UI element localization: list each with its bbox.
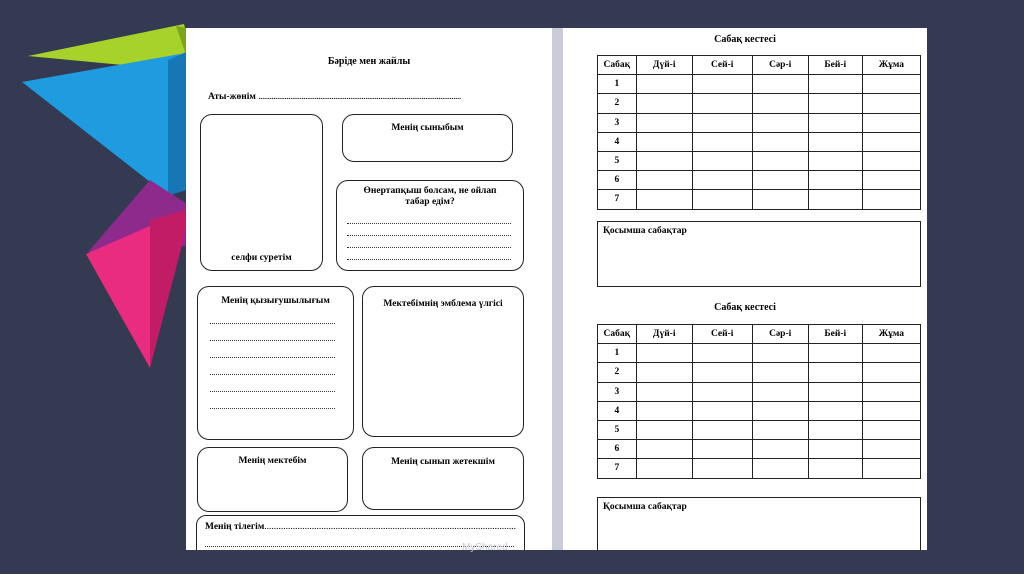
- interests-line-3: [210, 357, 335, 358]
- schedule-header-cell: Бей-і: [808, 325, 862, 344]
- schedule-cell[interactable]: [862, 459, 920, 478]
- schedule-1-table: [597, 55, 921, 210]
- schedule-cell[interactable]: [862, 113, 920, 132]
- schedule-cell[interactable]: [636, 94, 692, 113]
- page-gap: [552, 28, 563, 550]
- schedule-row: [598, 344, 921, 363]
- schedule-cell[interactable]: [636, 75, 692, 94]
- schedule-cell[interactable]: [752, 420, 808, 439]
- schedule-cell[interactable]: [636, 344, 692, 363]
- schedule-row-number: 7: [598, 459, 637, 478]
- schedule-header-cell: Сабақ: [598, 325, 637, 344]
- schedule-header-cell: Сәр-і: [752, 325, 808, 344]
- schedule-row-number: 4: [598, 401, 637, 420]
- my-school-label: Менің мектебім: [238, 456, 307, 466]
- schedule-cell[interactable]: [636, 420, 692, 439]
- schedule-cell[interactable]: [808, 420, 862, 439]
- schedule-row: [598, 440, 921, 459]
- schedule-row: [598, 190, 921, 209]
- schedule-cell[interactable]: [636, 190, 692, 209]
- schedule-header-cell: Жұма: [862, 56, 920, 75]
- schedule-row: [598, 363, 921, 382]
- class-teacher-box: [362, 447, 524, 510]
- schedule-cell[interactable]: [752, 75, 808, 94]
- schedule-cell[interactable]: [752, 151, 808, 170]
- inventor-line-2: [347, 235, 511, 236]
- schedule-row-number: 6: [598, 440, 637, 459]
- name-dots: ............................................................................................................: [258, 92, 461, 102]
- schedule-header-cell: Жұма: [862, 325, 920, 344]
- emblem-box: [362, 286, 524, 437]
- inventor-line-4: [347, 259, 511, 260]
- schedule-header-cell: Сей-і: [692, 56, 752, 75]
- my-school-box: [197, 447, 348, 512]
- schedule-cell[interactable]: [692, 151, 752, 170]
- schedule-cell[interactable]: [862, 420, 920, 439]
- schedule-row-number: 5: [598, 420, 637, 439]
- name-field: [208, 92, 461, 102]
- schedule-cell[interactable]: [862, 75, 920, 94]
- inventor-box: [336, 180, 524, 271]
- schedule-cell[interactable]: [862, 94, 920, 113]
- schedule-cell[interactable]: [808, 190, 862, 209]
- schedule-row: [598, 401, 921, 420]
- schedule-cell[interactable]: [752, 94, 808, 113]
- inventor-line-1: [347, 223, 511, 224]
- schedule-cell[interactable]: [862, 344, 920, 363]
- schedule-header-cell: Сей-і: [692, 325, 752, 344]
- document-title: Бәріде мен жайлы: [327, 56, 411, 67]
- schedule-row: [598, 94, 921, 113]
- wish-label-text: Менің тілегім: [205, 522, 265, 532]
- schedule-cell[interactable]: [636, 382, 692, 401]
- name-label: Аты-жөнім: [208, 92, 256, 102]
- pink-triangle-shade: [150, 210, 186, 368]
- interests-line-2: [210, 340, 335, 341]
- schedule-cell[interactable]: [636, 459, 692, 478]
- interests-line-1: [210, 323, 335, 324]
- schedule-cell[interactable]: [862, 151, 920, 170]
- schedule-header-cell: Дүй-і: [636, 56, 692, 75]
- schedule-cell[interactable]: [752, 363, 808, 382]
- schedule-cell[interactable]: [862, 171, 920, 190]
- interests-line-6: [210, 408, 335, 409]
- schedule-cell[interactable]: [636, 440, 692, 459]
- schedule-row-number: 5: [598, 151, 637, 170]
- schedule-cell[interactable]: [692, 344, 752, 363]
- selfie-label: селфи суретім: [231, 253, 292, 263]
- schedule-cell[interactable]: [862, 132, 920, 151]
- schedule-row: [598, 420, 921, 439]
- my-class-label: Менің сыныбым: [391, 123, 464, 133]
- schedule-cell[interactable]: [752, 401, 808, 420]
- schedule-cell[interactable]: [752, 132, 808, 151]
- schedule-cell[interactable]: [752, 459, 808, 478]
- schedule-cell[interactable]: [808, 459, 862, 478]
- schedule-cell[interactable]: [692, 382, 752, 401]
- schedule-cell[interactable]: [808, 113, 862, 132]
- schedule-cell[interactable]: [636, 401, 692, 420]
- schedule-cell[interactable]: [808, 171, 862, 190]
- emblem-label: Мектебімнің эмблема үлгісі: [383, 299, 503, 309]
- schedule-header-cell: Бей-і: [808, 56, 862, 75]
- schedule-1-extra-label: Қосымша сабақтар: [603, 226, 687, 236]
- schedule-row-number: 3: [598, 382, 637, 401]
- schedule-row: [598, 132, 921, 151]
- schedule-cell[interactable]: [808, 344, 862, 363]
- schedule-cell[interactable]: [808, 151, 862, 170]
- schedule-cell[interactable]: [692, 171, 752, 190]
- schedule-1-title: Сабақ кестесі: [714, 34, 776, 45]
- schedule-row-number: 4: [598, 132, 637, 151]
- schedule-header-cell: Сәр-і: [752, 56, 808, 75]
- schedule-row: [598, 382, 921, 401]
- blue-triangle: [22, 54, 180, 196]
- right-page: [563, 28, 927, 550]
- interests-box: [197, 286, 354, 440]
- schedule-cell[interactable]: [752, 440, 808, 459]
- schedule-row: [598, 75, 921, 94]
- schedule-cell[interactable]: [808, 132, 862, 151]
- schedule-cell[interactable]: [752, 190, 808, 209]
- schedule-cell[interactable]: [808, 94, 862, 113]
- schedule-cell[interactable]: [862, 190, 920, 209]
- schedule-cell[interactable]: [692, 75, 752, 94]
- decorative-triangles: [0, 0, 200, 574]
- schedule-cell[interactable]: [752, 113, 808, 132]
- schedule-row: [598, 113, 921, 132]
- schedule-header-cell: Сабақ: [598, 56, 637, 75]
- interests-label: Менің қызығушылығым: [221, 296, 330, 306]
- wish-dots: ..........................................................................................................: [264, 522, 517, 532]
- schedule-cell[interactable]: [862, 382, 920, 401]
- my-class-box: [342, 114, 513, 162]
- schedule-2-extra-label: Қосымша сабақтар: [603, 502, 687, 512]
- schedule-cell[interactable]: [752, 344, 808, 363]
- schedule-cell[interactable]: [808, 440, 862, 459]
- schedule-2-extra-box: [597, 497, 921, 550]
- inventor-label: Өнертапқыш болсам, не ойлап табар едім?: [363, 186, 497, 207]
- wish-label: [205, 522, 516, 532]
- schedule-cell[interactable]: [862, 401, 920, 420]
- schedule-row-number: 6: [598, 171, 637, 190]
- left-page: [186, 28, 552, 550]
- schedule-cell[interactable]: [692, 363, 752, 382]
- schedule-cell[interactable]: [752, 382, 808, 401]
- schedule-row: [598, 151, 921, 170]
- schedule-cell[interactable]: [808, 75, 862, 94]
- schedule-cell[interactable]: [862, 440, 920, 459]
- schedule-header-row: [598, 325, 921, 344]
- schedule-2-table: [597, 324, 921, 479]
- schedule-row-number: 7: [598, 190, 637, 209]
- schedule-row-number: 1: [598, 344, 637, 363]
- schedule-cell[interactable]: [636, 171, 692, 190]
- schedule-cell[interactable]: [862, 363, 920, 382]
- schedule-row-number: 3: [598, 113, 637, 132]
- selfie-box: [200, 114, 323, 271]
- schedule-cell[interactable]: [692, 420, 752, 439]
- schedule-cell[interactable]: [692, 459, 752, 478]
- schedule-row: [598, 459, 921, 478]
- interests-line-5: [210, 391, 335, 392]
- schedule-cell[interactable]: [692, 401, 752, 420]
- schedule-cell[interactable]: [808, 382, 862, 401]
- schedule-cell[interactable]: [808, 363, 862, 382]
- schedule-header-row: [598, 56, 921, 75]
- schedule-row-number: 2: [598, 363, 637, 382]
- schedule-cell[interactable]: [636, 132, 692, 151]
- schedule-cell[interactable]: [636, 151, 692, 170]
- faded-caption: MyShared: [462, 542, 508, 553]
- schedule-row: [598, 171, 921, 190]
- schedule-cell[interactable]: [752, 171, 808, 190]
- schedule-row-number: 1: [598, 75, 637, 94]
- schedule-1-extra-box: [597, 221, 921, 287]
- schedule-cell[interactable]: [636, 363, 692, 382]
- schedule-cell[interactable]: [692, 132, 752, 151]
- schedule-cell[interactable]: [692, 113, 752, 132]
- schedule-2-title: Сабақ кестесі: [714, 302, 776, 313]
- interests-line-4: [210, 374, 335, 375]
- schedule-cell[interactable]: [692, 94, 752, 113]
- schedule-cell[interactable]: [808, 401, 862, 420]
- inventor-line-3: [347, 247, 511, 248]
- schedule-cell[interactable]: [692, 190, 752, 209]
- schedule-cell[interactable]: [692, 440, 752, 459]
- schedule-header-cell: Дүй-і: [636, 325, 692, 344]
- schedule-row-number: 2: [598, 94, 637, 113]
- blue-triangle-shade: [168, 52, 186, 196]
- class-teacher-label: Менің сынып жетекшім: [391, 457, 495, 467]
- schedule-cell[interactable]: [636, 113, 692, 132]
